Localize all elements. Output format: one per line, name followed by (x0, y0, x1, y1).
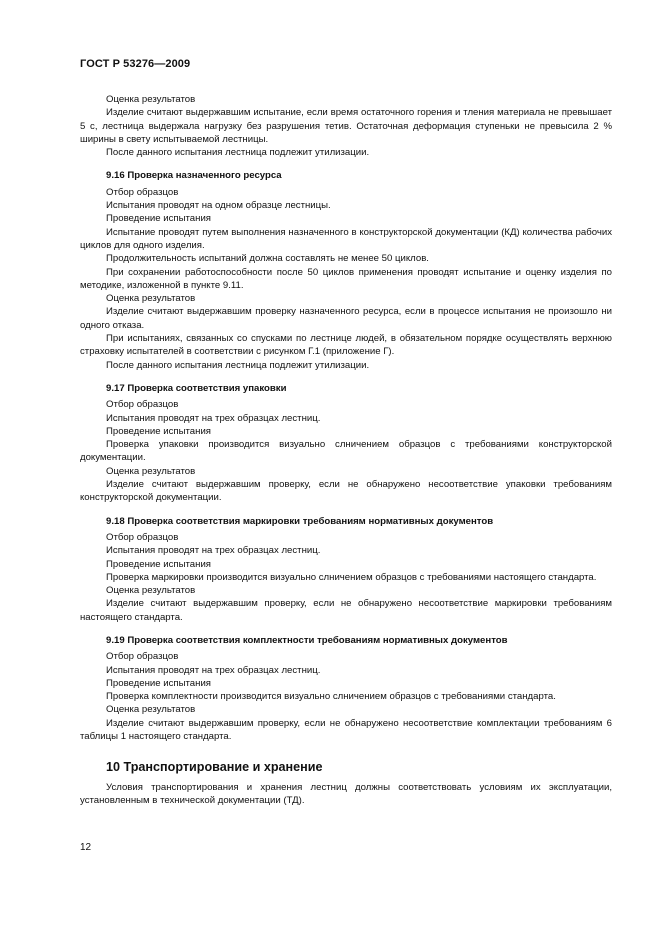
chapter-heading-10: 10 Транспортирование и хранение (106, 760, 323, 775)
section-heading-9-16: 9.16 Проверка назначенного ресурса (106, 170, 282, 182)
paragraph: Проверка комплектности производится визуально слничением образцов с требованиями стандарта. (106, 691, 556, 703)
paragraph: Оценка результатов (106, 585, 196, 597)
page-number: 12 (80, 842, 92, 853)
intro-paragraph: Оценка результатов (106, 94, 196, 105)
paragraph: Отбор образцов (106, 651, 179, 663)
paragraph: Изделие считают выдержавшим проверку, если не обнаружено несоответствие упаковки требованиям конструкторской документации. (80, 479, 612, 504)
paragraph: Испытания проводят на одном образце лестницы. (106, 200, 331, 212)
paragraph: Условия транспортирования и хранения лестниц должны соответствовать условиям их эксплуатации, установленным в технической документации (ТД). (80, 781, 612, 806)
paragraph: Изделие считают выдержавшим проверку, если не обнаружено несоответствие маркировки требованиям настоящего стандарта. (80, 598, 612, 623)
document-header: ГОСТ Р 53276—2009 (80, 58, 191, 70)
paragraph: Испытания проводят на трех образцах лестниц. (106, 412, 321, 424)
paragraph: Проведение испытания (106, 677, 211, 689)
page-content (80, 93, 612, 807)
paragraph: Проверка маркировки производится визуально слничением образцов с требованиями настоящего стандарта. (106, 571, 597, 583)
paragraph: После данного испытания лестница подлежит утилизации. (106, 359, 370, 371)
paragraph: Изделие считают выдержавшим проверку, если не обнаружено несоответствие комплектации требованиям 6 таблицы 1 настоящего стандарта. (80, 717, 612, 743)
paragraph: Отбор образцов (106, 531, 179, 543)
paragraph: Проверка упаковки производится визуально слничением образцов с требованиями конструкторской документации. (80, 439, 612, 464)
paragraph: Проведение испытания (106, 558, 211, 570)
paragraph: Изделие считают выдержавшим проверку назначенного ресурса, если в процессе испытания не произошло ни одного отказа. (80, 306, 612, 331)
paragraph: Оценка результатов (106, 704, 196, 716)
paragraph: При сохранении работоспособности после 50 циклов применения проводят испытание и оценку изделия по методике, изложенной в пункте 9.11. (80, 266, 612, 291)
paragraph: Оценка результатов (106, 293, 196, 305)
paragraph: Отбор образцов (106, 399, 179, 411)
intro-paragraph: Изделие считают выдержавшим испытание, если время остаточного горения и тления материала не превышает 5 с, лестница выдержала нагрузку без разрушения тетив. Остаточная деформация ступеньки не превысила 2 % ширины в свету испытываемой лестницы. (80, 107, 612, 145)
paragraph: Проведение испытания (106, 425, 211, 437)
paragraph: Испытание проводят путем выполнения назначенного в конструкторской документации (КД) количества рабочих циклов для одного изделия. (80, 226, 612, 251)
paragraph: Продолжительность испытаний должна составлять не менее 50 циклов. (106, 253, 429, 265)
section-heading-9-17: 9.17 Проверка соответствия упаковки (106, 382, 287, 394)
intro-paragraph: После данного испытания лестница подлежит утилизации. (106, 147, 370, 159)
paragraph: Испытания проводят на трех образцах лестниц. (106, 545, 321, 557)
section-heading-9-19: 9.19 Проверка соответствия комплектности требованиям нормативных документов (106, 634, 508, 646)
paragraph: Отбор образцов (106, 186, 179, 198)
paragraph: Испытания проводят на трех образцах лестниц. (106, 664, 321, 676)
paragraph: Оценка результатов (106, 465, 196, 477)
paragraph: Проведение испытания (106, 213, 211, 225)
section-heading-9-18: 9.18 Проверка соответствия маркировки требованиям нормативных документов (106, 515, 494, 527)
paragraph: При испытаниях, связанных со спусками по лестнице людей, в обязательном порядке осуществлять верхнюю страховку испытателей в соответствии с рисунком Г.1 (приложение Г). (80, 333, 612, 358)
